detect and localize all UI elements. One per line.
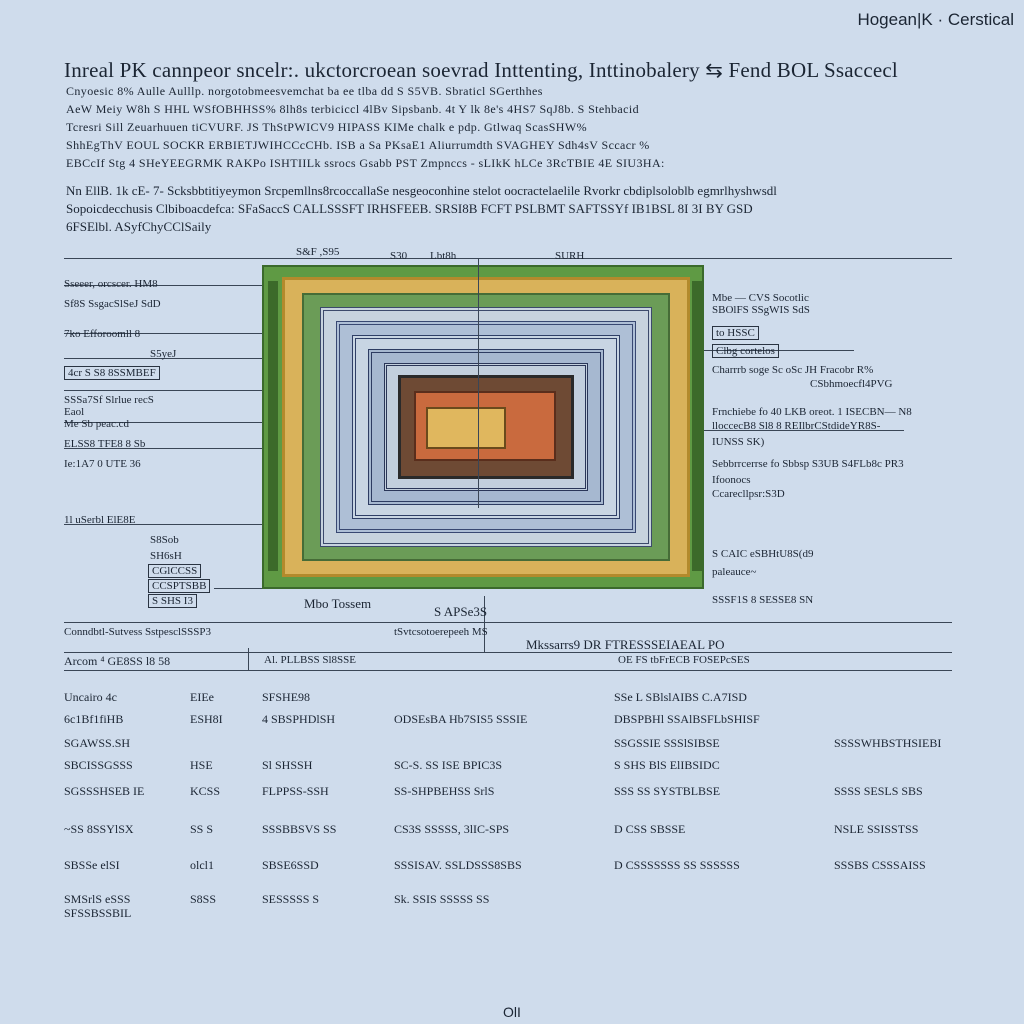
intro-line: ShhEgThV EOUL SOCKR ERBIETJWIHCCcCHb. ISB a Sa PKsaE1 Aliurrumdth SVAGHEY Sdh4sV Sccacr % [66,138,650,152]
pointer-line [478,258,479,508]
table-cell: Sl SHSSH [262,758,313,772]
table-cell: olcl1 [190,858,214,872]
table-cell: SS-SHPBEHSS SrlS [394,784,495,798]
diagram-left-label: SH6sH [150,550,182,562]
table-cell: Uncairo 4c [64,690,117,704]
table-cell: 4 SBSPHDlSH [262,712,336,726]
table-cell: ~SS 8SSYlSX [64,822,134,836]
table-cell: SSSSWHBSTHSIEBI [834,736,942,750]
table-cell: S SHS BlS ElIBSIDC [614,758,720,772]
diagram-right-label: S CAIC eSBHtU8S(d9 [712,548,814,560]
diagram-left-label: Ie:1A7 0 UTE 36 [64,458,141,470]
description-line: Sopoicdecchusis Clbiboacdefca: SFaSaccS CALLSSSFT IRHSFEEB. SRSI8B FCFT PSLBMT SAFTSSYf IB1BSL 8I 3I BY GSD [66,201,753,216]
diagram-left-label: CGlCCSS [148,564,201,578]
table-cell: Sk. SSIS SSSSS SS [394,892,490,906]
divider [64,670,952,671]
diagram-left-label: ELSS8 TFE8 8 Sb [64,438,146,450]
intro-line: AeW Meiy W8h S HHL WSfOBHHSS% 8lh8s terbiciccl 4lBv Sipsbanb. 4t Y lk 8e's 4HS7 SqJ8b. S Stehbacid [66,102,640,116]
diagram-left-label: Eaol [64,406,85,418]
diagram-bottom-label: S APSe3S [434,604,488,619]
intro-line: Tcresri Sill Zeuarhuuen tiCVURF. JS ThStPWICV9 HIPASS KIMe chalk e pdp. Gtlwaq ScasSHW% [66,120,587,134]
diagram-left-label: Sf8S SsgacSlSeJ SdD [64,298,161,310]
diagram-left-label: Me Sb peac.cd [64,418,130,430]
intro-line: EBCcIf Stg 4 SHeYEEGRMK RAKPo ISHTIILk ssrocs Gsabb PST Zmpnccs - sLIkK hLCe 3RcTBIE 4E SIU3HA: [66,156,665,170]
table-subheader-left: Arcom ⁴ GE8SS l8 58 [64,654,171,668]
table-cell: S8SS [190,892,217,906]
table-cell: SFSHE98 [262,690,311,704]
diagram-top-label: S30 [390,250,408,262]
diagram-frame [262,265,704,589]
diagram-right-label: SBOlFS SSgWIS SdS [712,304,810,316]
table-subheader-right: OE FS tbFrECB FOSEPcSES [618,654,750,666]
diagram-right-label: Clbg cortelos [712,344,779,358]
table-cell: SSGSSIE SSSlSIBSE [614,736,720,750]
page-footer: OlI [503,1004,521,1020]
description-line: 6FSElbl. ASyfChyCClSaily [66,219,212,234]
table-cell: HSE [190,758,213,772]
diagram-left-label: SSSa7Sf Slrlue recS [64,394,154,406]
table-cell: ESH8I [190,712,223,726]
table-cell: SESSSSS S [262,892,320,906]
table-cell: SGSSSHSEB IE [64,784,145,798]
table-cell: ODSEsBA Hb7SIS5 SSSIE [394,712,528,726]
table-cell: KCSS [190,784,221,798]
diagram-left-label: 7ko Efforoomll 8 [64,328,141,340]
table-subheader-mid: Al. PLLBSS Sl8SSE [264,654,357,666]
table-cell: SSSS SESLS SBS [834,784,923,798]
divider [64,258,952,259]
table-cell: SGAWSS.SH [64,736,131,750]
table-cell: CS3S SSSSS, 3lIC-SPS [394,822,510,836]
diagram-right-label: CSbhmoecfl4PVG [810,378,893,390]
diagram-left-label: CCSPTSBB [148,579,210,593]
diagram-right-label: Sebbrrcerrse fo Sbbsp S3UB S4FLb8c PR3 [712,458,904,470]
diagram-right-label: paleauce~ [712,566,757,578]
table-cell: SSS SS SYSTBLBSE [614,784,721,798]
table-cell: SBSE6SSD [262,858,319,872]
table-cell: SBSSe elSI [64,858,120,872]
diagram-right-label: Charrrb soge Sc oSc JH Fracobr R% [712,364,874,376]
diagram-left-label: S SHS I3 [148,594,197,608]
table-cell: SSSBBSVS SS [262,822,337,836]
diagram-right-label: SSSF1S 8 SESSE8 SN [712,594,814,606]
table-cell: SBCISSGSSS [64,758,133,772]
diagram-top-label: S&F ,S95 [296,246,340,258]
table-header-mid: tSvtcsotoerepeeh MS [394,626,488,638]
diagram-right-label: Ccarecllpsr:S3D [712,488,785,500]
diagram-right-label: Frnchiebe fo 40 LKB oreot. 1 ISECBN— N8 [712,406,912,418]
diagram-left-label: 4cr S S8 8SSMBEF [64,366,160,380]
table-cell: SFSSBSSBIL [64,906,132,920]
table-cell: SSSISAV. SSLDSSS8SBS [394,858,522,872]
diagram-right-label: Ifoonocs [712,474,751,486]
diagram-right-label: to HSSC [712,326,759,340]
intro-line: Cnyoesic 8% Aulle Aulllp. norgotobmeesvemchat ba ee tlba dd S S5VB. Sbraticl SGerthhes [66,84,543,98]
table-cell: SC-S. SS ISE BPIC3S [394,758,503,772]
table-header-right: Mkssarrs9 DR FTRESSSEIAEAL PO [526,637,725,652]
table-header-left: Conndbtl-Sutvess SstpesclSSSP3 [64,626,212,638]
diagram-left-label: S5yeJ [150,348,177,360]
table-cell: SSe L SBlslAIBS C.A7ISD [614,690,747,704]
header-text: Hogean|K · Cerstical [857,10,1014,29]
table-cell: DBSPBHl SSAlBSFLbSHISF [614,712,760,726]
diagram-top-label: Lbt8h [430,250,457,262]
page-title: Inreal PK cannpeor sncelr:. ukctorcroean soevrad Inttenting, Inttinobalery ⇆ Fend BOL Ssaccecl [64,58,898,82]
table-cell: EIEe [190,690,214,704]
diagram-top-label: SURH [555,250,585,262]
description-line: Nn EllB. 1k cE- 7- Scksbbtitiyeymon Srcpemllns8rcoccallaSe nesgeoconhine stelot oocractelaelile Rvorkr cbdiplsoloblb egmrlhyshwsdl [66,183,777,198]
table-cell: NSLE SSISSTSS [834,822,919,836]
table-cell: SMSrlS eSSS [64,892,131,906]
table-cell: SS S [190,822,214,836]
diagram-left-label: Sseeer, orcscer. HM8 [64,278,158,290]
table-cell: D CSSSSSSS SS SSSSSS [614,858,740,872]
diagram-bottom-label: Mbo Tossem [304,596,372,611]
table-cell: FLPPSS-SSH [262,784,329,798]
divider [64,622,952,623]
diagram-right-label: IUNSS SK) [712,436,765,448]
divider [64,652,952,653]
diagram-right-label: Mbe — CVS Socotlic [712,292,809,304]
table-cell: SSSBS CSSSAISS [834,858,926,872]
table-cell: D CSS SBSSE [614,822,686,836]
table-cell: 6c1Bf1fiHB [64,712,124,726]
diagram-left-label: 1l uSerbl ElE8E [64,514,136,526]
diagram-right-label: lloccecB8 Sl8 8 REIlbrCStdideYR8S- [712,420,881,432]
diagram-left-label: S8Sob [150,534,179,546]
